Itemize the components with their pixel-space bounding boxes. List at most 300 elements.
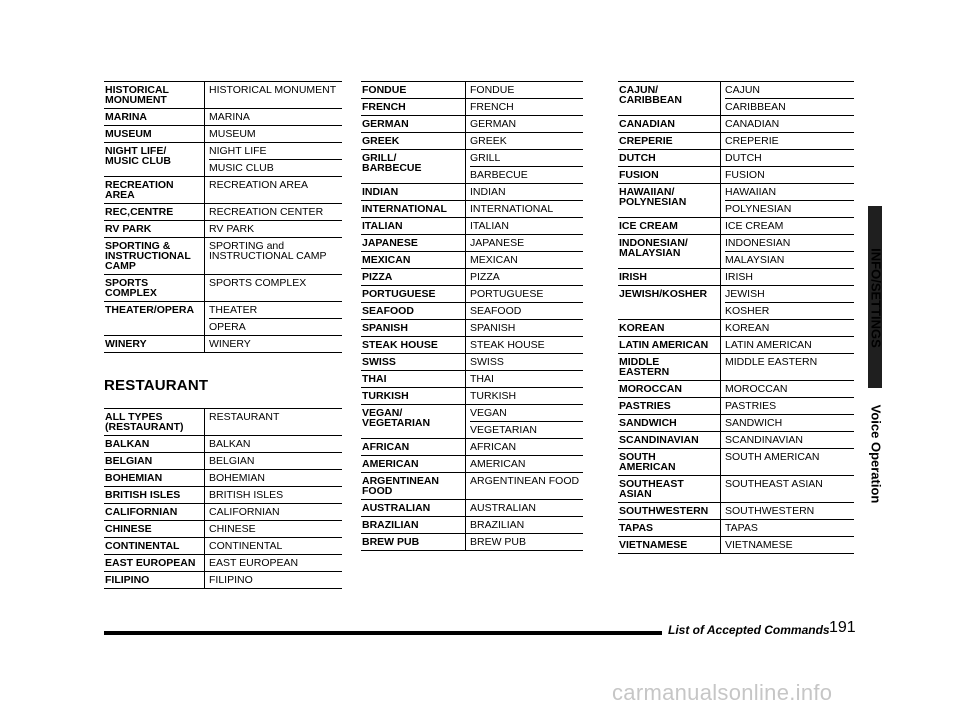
- category-label-line: AUSTRALIAN: [362, 502, 431, 514]
- accepted-command-cell: [465, 337, 583, 353]
- accepted-command-cell: [465, 303, 583, 319]
- accepted-command-cell: [465, 150, 583, 183]
- category-label-line: MUSEUM: [105, 128, 152, 140]
- category-label: [361, 218, 465, 234]
- accepted-command: CONTINENTAL: [209, 540, 283, 552]
- table-row: [361, 286, 583, 303]
- accepted-command-cell: [720, 184, 854, 217]
- category-label: [618, 235, 720, 268]
- accepted-command-cell: [720, 398, 854, 414]
- accepted-command: ARGENTINEAN FOOD: [470, 475, 580, 487]
- accepted-command-cell: [720, 354, 854, 380]
- command-table-attractions: [104, 81, 342, 353]
- category-label: [618, 184, 720, 217]
- table-row: [361, 405, 583, 439]
- accepted-command: SCANDINAVIAN: [725, 434, 803, 446]
- column-2: [361, 81, 583, 551]
- accepted-command: BOHEMIAN: [209, 472, 266, 484]
- accepted-command: RECREATION CENTER: [209, 206, 324, 218]
- category-label: [104, 221, 204, 237]
- category-label: [361, 456, 465, 472]
- category-label-line: TAPAS: [619, 522, 654, 534]
- table-row: [618, 398, 854, 415]
- table-row: [104, 275, 342, 302]
- table-row: [618, 218, 854, 235]
- category-label-line: ARGENTINEAN: [362, 475, 440, 487]
- table-row: [104, 436, 342, 453]
- table-row: [618, 381, 854, 398]
- accepted-command: INDONESIAN: [725, 237, 791, 249]
- accepted-command: BARBECUE: [470, 166, 583, 183]
- accepted-command: INTERNATIONAL: [470, 203, 554, 215]
- table-row: [104, 409, 342, 436]
- accepted-command: SPORTING and INSTRUCTIONAL CAMP: [209, 240, 327, 262]
- accepted-command: CREPERIE: [725, 135, 779, 147]
- accepted-command: DUTCH: [725, 152, 762, 164]
- category-label-line: BREW PUB: [362, 536, 420, 548]
- category-label: [361, 235, 465, 251]
- category-label: [104, 555, 204, 571]
- table-row: [618, 337, 854, 354]
- table-row: [104, 504, 342, 521]
- accepted-command-cell: [465, 116, 583, 132]
- category-label-line: SEAFOOD: [362, 305, 414, 317]
- accepted-command: STEAK HOUSE: [470, 339, 545, 351]
- accepted-command: BREW PUB: [470, 536, 527, 548]
- accepted-command-cell: [465, 473, 583, 499]
- accepted-command: WINERY: [209, 338, 251, 350]
- category-label-line: EASTERN: [619, 366, 670, 378]
- accepted-command: BELGIAN: [209, 455, 255, 467]
- accepted-command: KOREAN: [725, 322, 770, 334]
- category-label: [104, 275, 204, 301]
- table-row: [104, 82, 342, 109]
- category-label-line: NIGHT LIFE/: [105, 145, 167, 157]
- category-label: [361, 439, 465, 455]
- accepted-command: KOSHER: [725, 302, 854, 319]
- accepted-command: POLYNESIAN: [725, 200, 854, 217]
- category-label-line: JAPANESE: [362, 237, 418, 249]
- table-row: [361, 235, 583, 252]
- category-label: [618, 286, 720, 319]
- accepted-command: SPORTS COMPLEX: [209, 277, 307, 289]
- category-label-line: WINERY: [105, 338, 147, 350]
- category-label-line: CONTINENTAL: [105, 540, 180, 552]
- table-row: [618, 286, 854, 320]
- accepted-command: FUSION: [725, 169, 765, 181]
- category-label: [104, 487, 204, 503]
- category-label: [104, 453, 204, 469]
- category-label-line: HAWAIIAN/: [619, 186, 675, 198]
- category-label-line: MONUMENT: [105, 94, 167, 106]
- category-label-line: ASIAN: [619, 488, 652, 500]
- category-label-line: PORTUGUESE: [362, 288, 436, 300]
- accepted-command-cell: [465, 269, 583, 285]
- accepted-command-cell: [720, 337, 854, 353]
- accepted-command: TAPAS: [725, 522, 758, 534]
- accepted-command: PASTRIES: [725, 400, 777, 412]
- category-label-line: SPANISH: [362, 322, 408, 334]
- accepted-command-cell: [204, 82, 342, 108]
- accepted-command-cell: [204, 204, 342, 220]
- category-label-line: CHINESE: [105, 523, 152, 535]
- category-label-line: CAJUN/: [619, 84, 659, 96]
- category-label-line: CREPERIE: [619, 135, 673, 147]
- table-row: [361, 150, 583, 184]
- accepted-command: CHINESE: [209, 523, 256, 535]
- category-label-line: FONDUE: [362, 84, 407, 96]
- category-label: [618, 218, 720, 234]
- accepted-command: ICE CREAM: [725, 220, 784, 232]
- accepted-command-cell: [720, 449, 854, 475]
- category-label: [361, 184, 465, 200]
- accepted-command-cell: [204, 470, 342, 486]
- accepted-command: INDIAN: [470, 186, 506, 198]
- category-label: [104, 177, 204, 203]
- category-label-line: VIETNAMESE: [619, 539, 688, 551]
- accepted-command-cell: [465, 99, 583, 115]
- table-row: [361, 337, 583, 354]
- accepted-command: CALIFORNIAN: [209, 506, 280, 518]
- accepted-command: AMERICAN: [470, 458, 526, 470]
- category-label: [104, 470, 204, 486]
- category-label-line: FOOD: [362, 485, 393, 497]
- accepted-command: VEGAN: [470, 407, 507, 419]
- accepted-command: MARINA: [209, 111, 250, 123]
- accepted-command-cell: [204, 126, 342, 142]
- accepted-command: GREEK: [470, 135, 507, 147]
- accepted-command: FRENCH: [470, 101, 514, 113]
- accepted-command-cell: [465, 456, 583, 472]
- category-label: [361, 500, 465, 516]
- table-row: [618, 537, 854, 554]
- accepted-command-cell: [720, 150, 854, 166]
- category-label: [618, 503, 720, 519]
- accepted-command: BRITISH ISLES: [209, 489, 284, 501]
- accepted-command-cell: [465, 354, 583, 370]
- accepted-command: SOUTHEAST ASIAN: [725, 478, 823, 490]
- category-label: [361, 354, 465, 370]
- table-row: [618, 150, 854, 167]
- category-label-line: AREA: [105, 189, 135, 201]
- category-label-line: EAST EUROPEAN: [105, 557, 196, 569]
- accepted-command-cell: [204, 436, 342, 452]
- table-row: [361, 201, 583, 218]
- category-label-line: LATIN AMERICAN: [619, 339, 709, 351]
- category-label: [618, 476, 720, 502]
- category-label: [618, 537, 720, 553]
- accepted-command-cell: [720, 218, 854, 234]
- accepted-command-cell: [465, 388, 583, 404]
- table-row: [104, 143, 342, 177]
- accepted-command-cell: [204, 109, 342, 125]
- accepted-command: GRILL: [470, 152, 501, 164]
- table-row: [104, 221, 342, 238]
- category-label-line: HISTORICAL: [105, 84, 169, 96]
- category-label: [361, 116, 465, 132]
- table-row: [104, 470, 342, 487]
- category-label-line: BRAZILIAN: [362, 519, 419, 531]
- category-label: [361, 201, 465, 217]
- category-label: [104, 521, 204, 537]
- table-row: [361, 252, 583, 269]
- category-label: [618, 398, 720, 414]
- category-label-line: AMERICAN: [619, 461, 676, 473]
- category-label-line: IRISH: [619, 271, 648, 283]
- table-row: [618, 82, 854, 116]
- table-row: [104, 302, 342, 336]
- category-label: [618, 337, 720, 353]
- category-label: [361, 133, 465, 149]
- table-row: [361, 99, 583, 116]
- table-row: [618, 449, 854, 476]
- category-label-line: FILIPINO: [105, 574, 150, 586]
- accepted-command: JAPANESE: [470, 237, 525, 249]
- category-label: [618, 432, 720, 448]
- accepted-command: AUSTRALIAN: [470, 502, 536, 514]
- accepted-command-cell: [465, 439, 583, 455]
- accepted-command-cell: [720, 320, 854, 336]
- category-label-line: (RESTAURANT): [105, 421, 184, 433]
- accepted-command-cell: [720, 116, 854, 132]
- accepted-command-cell: [465, 371, 583, 387]
- side-tab-voice-operation: Voice Operation: [868, 404, 884, 504]
- category-label: [618, 116, 720, 132]
- accepted-command-cell: [465, 405, 583, 438]
- table-row: [104, 453, 342, 470]
- accepted-command-cell: [720, 415, 854, 431]
- accepted-command-cell: [465, 82, 583, 98]
- category-label: [104, 538, 204, 554]
- accepted-command-cell: [465, 218, 583, 234]
- table-row: [361, 184, 583, 201]
- accepted-command-cell: [204, 572, 342, 588]
- category-label: [361, 320, 465, 336]
- category-label-line: ICE CREAM: [619, 220, 678, 232]
- table-row: [104, 177, 342, 204]
- accepted-command: PORTUGUESE: [470, 288, 544, 300]
- category-label-line: PIZZA: [362, 271, 393, 283]
- table-row: [361, 500, 583, 517]
- table-row: [618, 167, 854, 184]
- category-label-line: INTERNATIONAL: [362, 203, 447, 215]
- accepted-command-cell: [204, 409, 342, 435]
- accepted-command-cell: [720, 82, 854, 115]
- category-label: [104, 436, 204, 452]
- category-label: [104, 409, 204, 435]
- category-label-line: VEGETARIAN: [362, 417, 431, 429]
- accepted-command: MEXICAN: [470, 254, 518, 266]
- accepted-command-cell: [204, 143, 342, 176]
- table-row: [618, 184, 854, 218]
- category-label: [104, 238, 204, 274]
- category-label-line: AFRICAN: [362, 441, 410, 453]
- command-table-restaurant-cont-2: [618, 81, 854, 554]
- accepted-command: THEATER: [209, 304, 258, 316]
- category-label-line: THEATER/OPERA: [105, 304, 195, 316]
- category-label: [618, 150, 720, 166]
- accepted-command: RECREATION AREA: [209, 179, 308, 191]
- accepted-command-cell: [204, 453, 342, 469]
- accepted-command: FILIPINO: [209, 574, 253, 586]
- column-3: [618, 81, 854, 554]
- accepted-command-cell: [720, 167, 854, 183]
- category-label-line: BRITISH ISLES: [105, 489, 181, 501]
- category-label: [104, 504, 204, 520]
- category-label-line: KOREAN: [619, 322, 665, 334]
- category-label: [361, 337, 465, 353]
- accepted-command: HISTORICAL MONUMENT: [209, 84, 337, 96]
- category-label: [104, 336, 204, 352]
- category-label: [618, 167, 720, 183]
- accepted-command-cell: [465, 500, 583, 516]
- accepted-command: IRISH: [725, 271, 754, 283]
- page-number: 191: [829, 619, 856, 636]
- accepted-command: GERMAN: [470, 118, 517, 130]
- category-label: [618, 354, 720, 380]
- accepted-command-cell: [720, 537, 854, 553]
- category-label-line: MIDDLE: [619, 356, 660, 368]
- accepted-command-cell: [720, 286, 854, 319]
- accepted-command: RV PARK: [209, 223, 255, 235]
- accepted-command-cell: [720, 520, 854, 536]
- category-label-line: BELGIAN: [105, 455, 153, 467]
- category-label-line: SPORTS: [105, 277, 149, 289]
- accepted-command: FONDUE: [470, 84, 515, 96]
- category-label-line: ITALIAN: [362, 220, 403, 232]
- category-label: [361, 473, 465, 499]
- accepted-command: EAST EUROPEAN: [209, 557, 299, 569]
- accepted-command-cell: [465, 534, 583, 550]
- category-label-line: INDONESIAN/: [619, 237, 688, 249]
- side-tab-info-settings: INFO/SETTINGS: [868, 248, 884, 348]
- accepted-command-cell: [204, 521, 342, 537]
- category-label: [618, 415, 720, 431]
- category-label: [618, 82, 720, 115]
- category-label-line: MARINA: [105, 111, 147, 123]
- table-row: [361, 456, 583, 473]
- category-label: [361, 150, 465, 183]
- category-label-line: RECREATION: [105, 179, 174, 191]
- table-row: [104, 336, 342, 353]
- category-label-line: VEGAN/: [362, 407, 403, 419]
- table-row: [618, 116, 854, 133]
- table-row: [104, 126, 342, 143]
- table-row: [361, 133, 583, 150]
- category-label-line: CARIBBEAN: [619, 94, 682, 106]
- table-row: [361, 534, 583, 551]
- table-row: [104, 538, 342, 555]
- category-label-line: MOROCCAN: [619, 383, 682, 395]
- category-label: [618, 449, 720, 475]
- accepted-command: MIDDLE EASTERN: [725, 356, 818, 368]
- table-row: [104, 204, 342, 221]
- accepted-command: SOUTH AMERICAN: [725, 451, 820, 463]
- category-label: [618, 133, 720, 149]
- category-label-line: SPORTING &: [105, 240, 171, 252]
- accepted-command: VIETNAMESE: [725, 539, 793, 551]
- table-row: [618, 432, 854, 449]
- category-label: [361, 405, 465, 438]
- accepted-command: SEAFOOD: [470, 305, 522, 317]
- category-label-line: BARBECUE: [362, 162, 422, 174]
- accepted-command-cell: [204, 177, 342, 203]
- accepted-command-cell: [720, 503, 854, 519]
- accepted-command: JEWISH: [725, 288, 765, 300]
- accepted-command: CANADIAN: [725, 118, 780, 130]
- accepted-command-cell: [204, 487, 342, 503]
- watermark: carmanualsonline.info: [612, 680, 833, 705]
- table-row: [618, 476, 854, 503]
- accepted-command: RESTAURANT: [209, 411, 280, 423]
- accepted-command-cell: [465, 252, 583, 268]
- category-label: [104, 302, 204, 335]
- table-row: [618, 415, 854, 432]
- accepted-command: SANDWICH: [725, 417, 783, 429]
- accepted-command: SWISS: [470, 356, 504, 368]
- accepted-command: MOROCCAN: [725, 383, 788, 395]
- category-label-line: PASTRIES: [619, 400, 671, 412]
- table-row: [361, 218, 583, 235]
- table-row: [104, 572, 342, 589]
- accepted-command-cell: [204, 538, 342, 554]
- table-row: [361, 354, 583, 371]
- accepted-command: PIZZA: [470, 271, 500, 283]
- footer-title: List of Accepted Commands: [668, 623, 830, 637]
- category-label-line: RV PARK: [105, 223, 152, 235]
- table-row: [618, 503, 854, 520]
- table-row: [361, 116, 583, 133]
- category-label-line: CANADIAN: [619, 118, 675, 130]
- category-label-line: MEXICAN: [362, 254, 411, 266]
- table-row: [618, 235, 854, 269]
- category-label-line: ALL TYPES: [105, 411, 163, 423]
- category-label-line: GERMAN: [362, 118, 409, 130]
- table-row: [361, 517, 583, 534]
- category-label-line: AMERICAN: [362, 458, 419, 470]
- category-label: [104, 109, 204, 125]
- category-label-line: THAI: [362, 373, 387, 385]
- category-label-line: BALKAN: [105, 438, 150, 450]
- accepted-command: THAI: [470, 373, 494, 385]
- category-label-line: COMPLEX: [105, 287, 157, 299]
- accepted-command: AFRICAN: [470, 441, 517, 453]
- accepted-command: OPERA: [209, 318, 342, 335]
- category-label: [104, 572, 204, 588]
- accepted-command: HAWAIIAN: [725, 186, 777, 198]
- category-label-line: JEWISH/KOSHER: [619, 288, 708, 300]
- accepted-command: VEGETARIAN: [470, 421, 583, 438]
- table-row: [361, 269, 583, 286]
- table-row: [361, 439, 583, 456]
- category-label: [361, 534, 465, 550]
- table-row: [618, 320, 854, 337]
- accepted-command-cell: [465, 133, 583, 149]
- category-label-line: MALAYSIAN: [619, 247, 681, 259]
- accepted-command-cell: [465, 286, 583, 302]
- category-label-line: SOUTHEAST: [619, 478, 684, 490]
- category-label-line: FUSION: [619, 169, 659, 181]
- accepted-command-cell: [465, 517, 583, 533]
- category-label: [104, 204, 204, 220]
- accepted-command-cell: [204, 238, 342, 274]
- category-label-line: FRENCH: [362, 101, 406, 113]
- category-label-line: CALIFORNIAN: [105, 506, 178, 518]
- accepted-command: LATIN AMERICAN: [725, 339, 812, 351]
- accepted-command-cell: [720, 381, 854, 397]
- accepted-command: SPANISH: [470, 322, 516, 334]
- category-label-line: SOUTHWESTERN: [619, 505, 709, 517]
